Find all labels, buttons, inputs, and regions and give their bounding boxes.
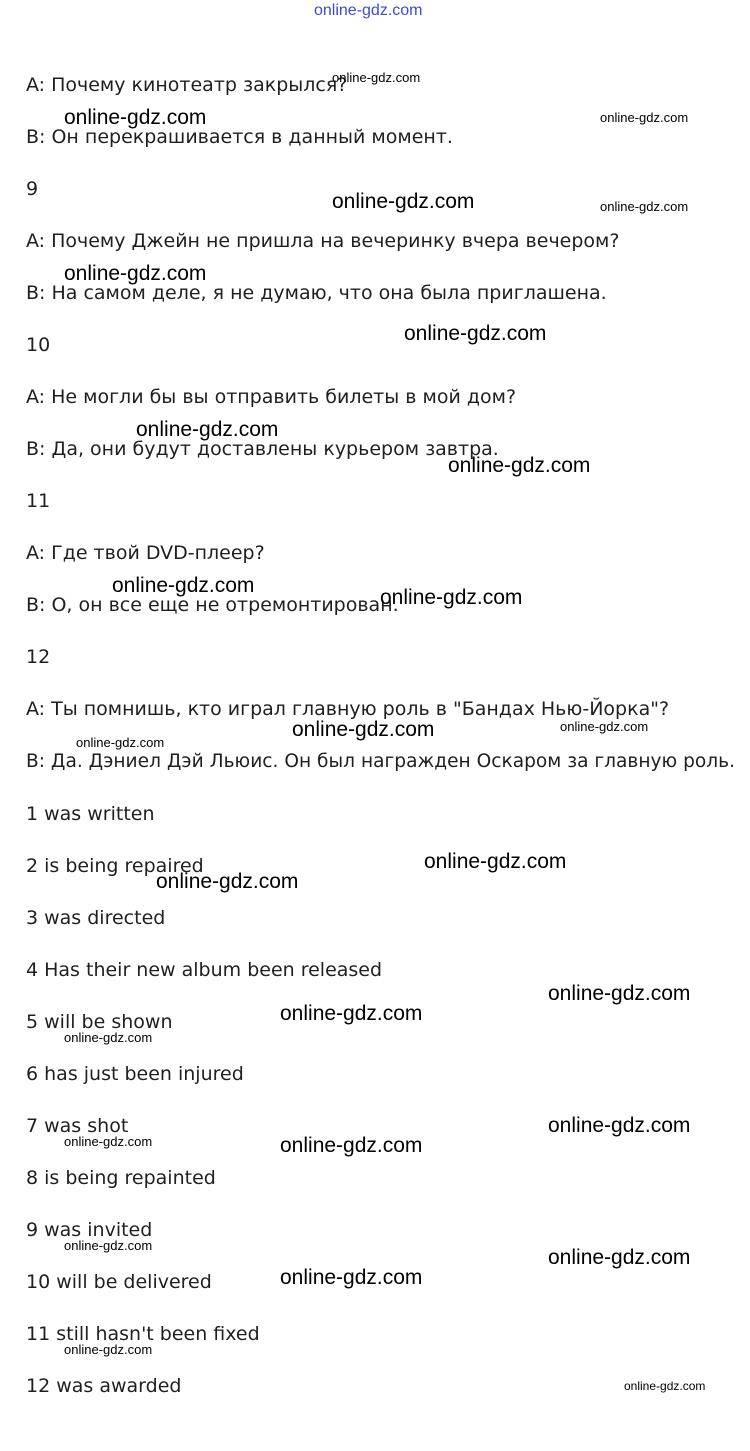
watermark: online-gdz.com bbox=[280, 1266, 423, 1289]
dialogue-number: 11 bbox=[26, 490, 51, 512]
dialogue-line-b: B: Да, они будут доставлены курьером завтра. bbox=[26, 438, 499, 460]
dialogue-line-b: B: Он перекрашивается в данный момент. bbox=[26, 126, 453, 148]
watermark: online-gdz.com bbox=[292, 718, 435, 741]
watermark: online-gdz.com bbox=[560, 719, 649, 734]
watermark: online-gdz.com bbox=[332, 190, 475, 213]
answer-item: 2 is being repaired bbox=[26, 855, 204, 877]
watermark: online-gdz.com bbox=[64, 1030, 153, 1045]
watermark: online-gdz.com bbox=[548, 1114, 691, 1137]
watermark: online-gdz.com bbox=[624, 1379, 706, 1393]
watermark: online-gdz.com bbox=[76, 735, 165, 750]
watermark: online-gdz.com bbox=[64, 262, 207, 285]
dialogue-line-a: A: Где твой DVD-плеер? bbox=[26, 542, 265, 564]
dialogue-number: 9 bbox=[26, 178, 39, 200]
watermark: online-gdz.com bbox=[280, 1002, 423, 1025]
dialogue-line-b: B: На самом деле, я не думаю, что она была приглашена. bbox=[26, 282, 607, 304]
answer-item: 8 is being repainted bbox=[26, 1167, 216, 1189]
watermark: online-gdz.com bbox=[136, 418, 279, 441]
answer-item: 4 Has their new album been released bbox=[26, 959, 383, 981]
watermark: online-gdz.com bbox=[64, 1238, 153, 1253]
watermark: online-gdz.com bbox=[280, 1134, 423, 1157]
answer-item: 1 was written bbox=[26, 803, 155, 825]
answer-item: 6 has just been injured bbox=[26, 1063, 244, 1085]
dialogue-line-a: A: Не могли бы вы отправить билеты в мой дом? bbox=[26, 386, 517, 408]
watermark: online-gdz.com bbox=[448, 454, 591, 477]
answer-item: 9 was invited bbox=[26, 1219, 153, 1241]
watermark: online-gdz.com bbox=[600, 110, 689, 125]
answer-item: 10 will be delivered bbox=[26, 1271, 212, 1293]
answer-item: 11 still hasn't been fixed bbox=[26, 1323, 260, 1345]
watermark: online-gdz.com bbox=[380, 586, 523, 609]
dialogue-line-a: A: Почему Джейн не пришла на вечеринку вчера вечером? bbox=[26, 230, 620, 252]
dialogue-line-a: A: Почему кинотеатр закрылся? bbox=[26, 74, 348, 96]
dialogue-number: 10 bbox=[26, 334, 51, 356]
watermark: online-gdz.com bbox=[112, 574, 255, 597]
answer-item: 3 was directed bbox=[26, 907, 166, 929]
dialogue-number: 12 bbox=[26, 646, 51, 668]
watermark: online-gdz.com bbox=[332, 70, 421, 85]
answer-item: 7 was shot bbox=[26, 1115, 129, 1137]
watermark: online-gdz.com bbox=[548, 982, 691, 1005]
answer-item: 12 was awarded bbox=[26, 1375, 182, 1397]
watermark: online-gdz.com bbox=[64, 106, 207, 129]
watermark: online-gdz.com bbox=[404, 322, 547, 345]
watermark: online-gdz.com bbox=[64, 1134, 153, 1149]
watermark: online-gdz.com bbox=[156, 870, 299, 893]
dialogue-line-b: B: О, он все еще не отремонтирован. bbox=[26, 594, 399, 616]
dialogue-line-a: A: Ты помнишь, кто играл главную роль в "Бандах Нью-Йорка"? bbox=[26, 698, 670, 720]
watermark: online-gdz.com bbox=[424, 850, 567, 873]
watermark: online-gdz.com bbox=[548, 1246, 691, 1269]
dialogue-line-b: B: Да. Дэниел Дэй Льюис. Он был награжден Оскаром за главную роль. bbox=[26, 751, 736, 772]
watermark-top: online-gdz.com bbox=[314, 2, 423, 19]
watermark: online-gdz.com bbox=[64, 1342, 153, 1357]
watermark: online-gdz.com bbox=[600, 199, 689, 214]
answer-item: 5 will be shown bbox=[26, 1011, 173, 1033]
